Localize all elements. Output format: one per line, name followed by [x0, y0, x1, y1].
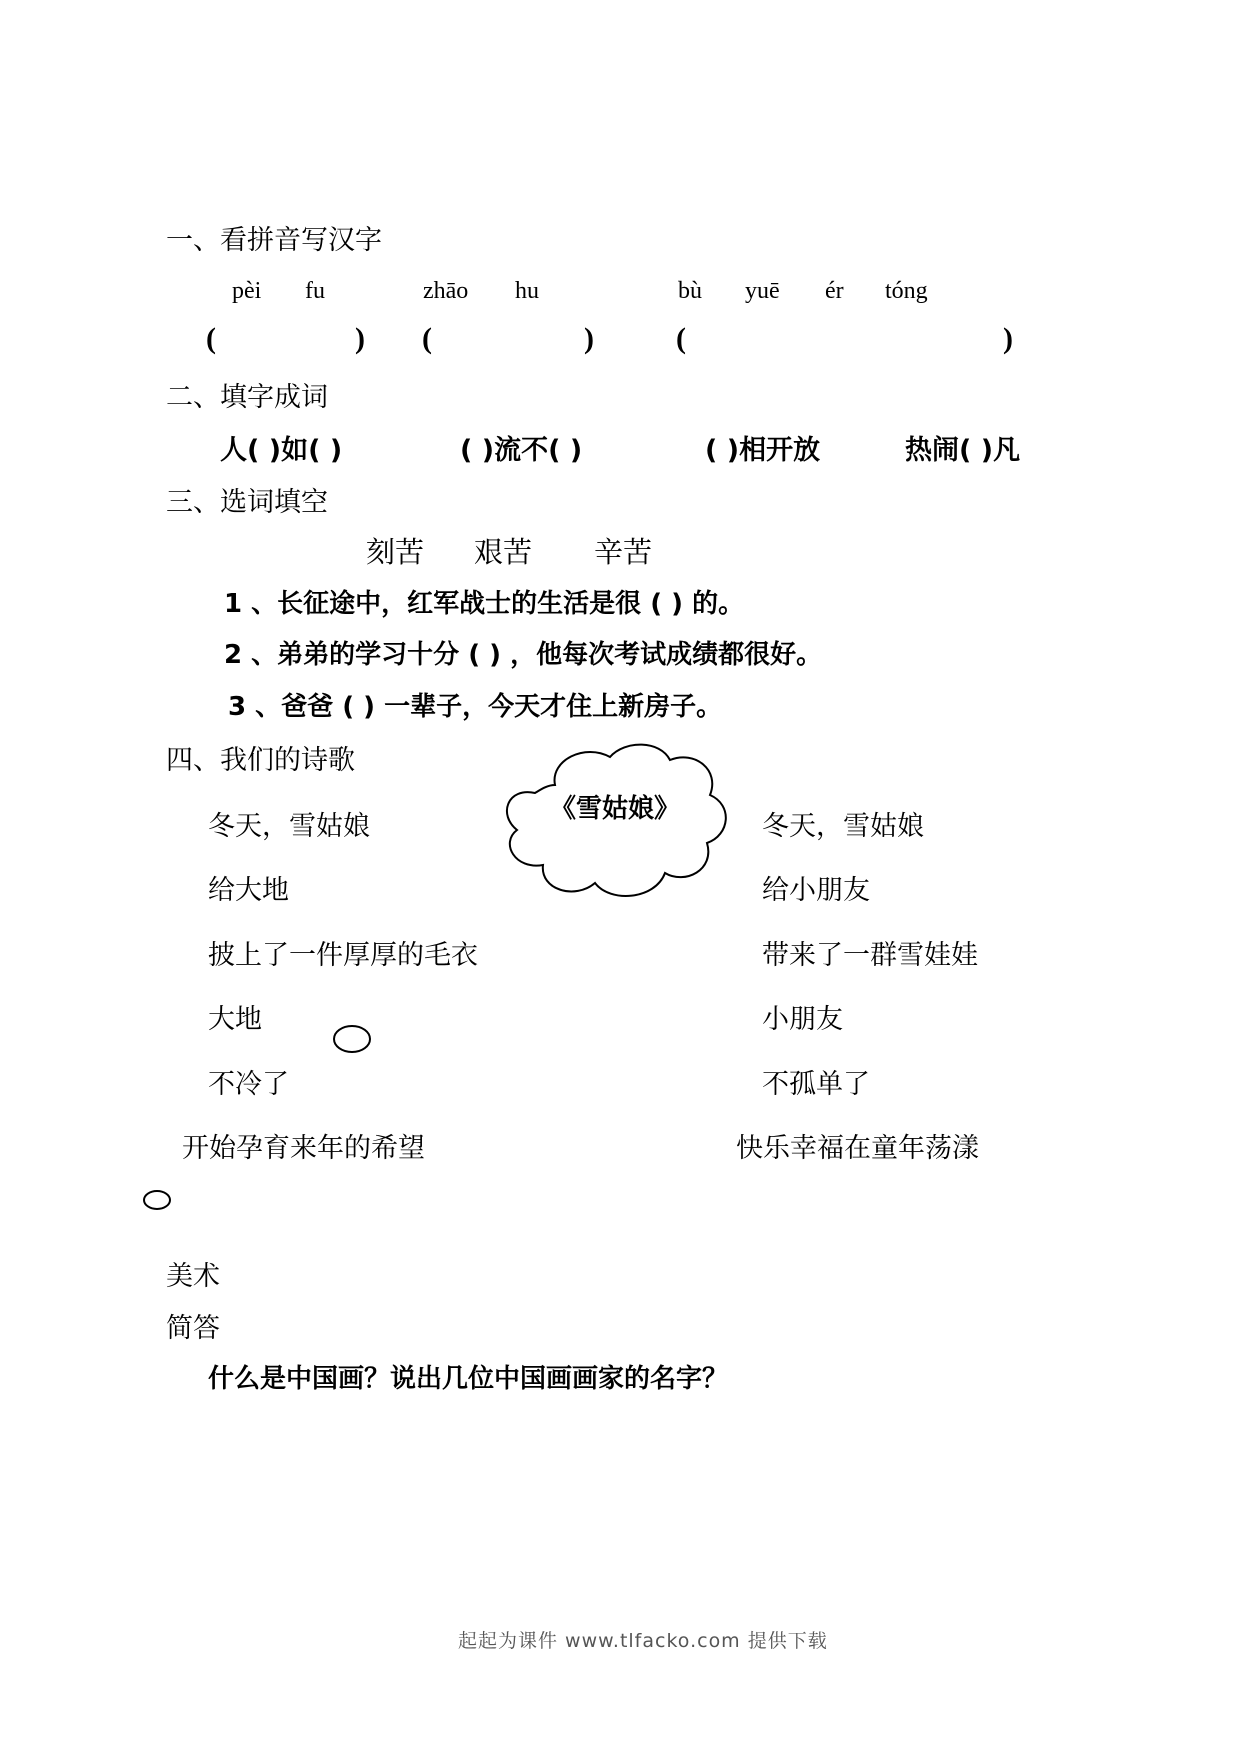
section1-heading: 一、看拼音写汉字 — [166, 225, 382, 256]
art-question: 什么是中国画？说出几位中国画画家的名字？ — [208, 1364, 729, 1394]
answer-paren-open-2: ( — [422, 322, 432, 355]
section4-heading: 四、我们的诗歌 — [166, 745, 355, 776]
idiom-item: ( )流不( ) — [460, 435, 583, 466]
subject-label: 美术 — [166, 1261, 220, 1292]
oval-shape — [140, 1188, 174, 1212]
pinyin-zhao: zhāo — [423, 278, 469, 304]
idiom-item: 人( )如( ) — [220, 435, 343, 466]
pinyin-er: ér — [825, 278, 844, 304]
fill-sentence-1: 1 、长征途中，红军战士的生活是很 ( ) 的。 — [224, 589, 745, 619]
idiom-item: 热闹( )凡 — [905, 435, 1021, 466]
answer-paren-close-2: ) — [584, 322, 594, 355]
section3-heading: 三、选词填空 — [166, 487, 328, 518]
poem-right-line: 冬天，雪姑娘 — [762, 811, 924, 842]
word-choice: 辛苦 — [594, 535, 653, 569]
poem-right-line: 不孤单了 — [762, 1069, 870, 1100]
poem-left-line: 披上了一件厚厚的毛衣 — [208, 940, 478, 971]
poem-right-line: 小朋友 — [762, 1004, 843, 1035]
pinyin-yue: yuē — [745, 278, 780, 304]
poem-left-line: 不冷了 — [208, 1069, 289, 1100]
poem-left-line: 冬天，雪姑娘 — [208, 811, 370, 842]
poem-title: 《雪姑娘》 — [550, 794, 681, 824]
poem-right-line: 快乐幸福在童年荡漾 — [736, 1133, 979, 1164]
word-choice: 艰苦 — [474, 535, 533, 569]
fill-sentence-3: 3 、爸爸 ( ) 一辈子，今天才住上新房子。 — [228, 692, 723, 722]
footer-text: 起起为课件 www.tlfacko.com 提供下载 — [458, 1630, 828, 1652]
pinyin-fu: fu — [305, 278, 325, 304]
poem-right-line: 带来了一群雪娃娃 — [762, 940, 978, 971]
answer-paren-open-3: ( — [676, 322, 686, 355]
pinyin-pei: pèi — [232, 278, 262, 304]
oval-shape — [331, 1023, 373, 1055]
pinyin-hu: hu — [515, 278, 539, 304]
answer-paren-close-1: ) — [355, 322, 365, 355]
poem-right-line: 给小朋友 — [762, 875, 870, 906]
answer-paren-close-3: ) — [1003, 322, 1013, 355]
section2-heading: 二、填字成词 — [166, 382, 328, 413]
pinyin-bu: bù — [678, 278, 702, 304]
poem-left-line: 开始孕育来年的希望 — [182, 1133, 425, 1164]
word-choice: 刻苦 — [366, 535, 425, 569]
pinyin-tong: tóng — [885, 278, 928, 304]
fill-sentence-2: 2 、弟弟的学习十分 ( ) ，他每次考试成绩都很好。 — [224, 640, 823, 670]
idiom-item: ( )相开放 — [705, 435, 821, 466]
poem-left-line: 大地 — [208, 1004, 262, 1035]
poem-left-line: 给大地 — [208, 875, 289, 906]
question-type-label: 简答 — [166, 1313, 220, 1344]
answer-paren-open-1: ( — [206, 322, 216, 355]
